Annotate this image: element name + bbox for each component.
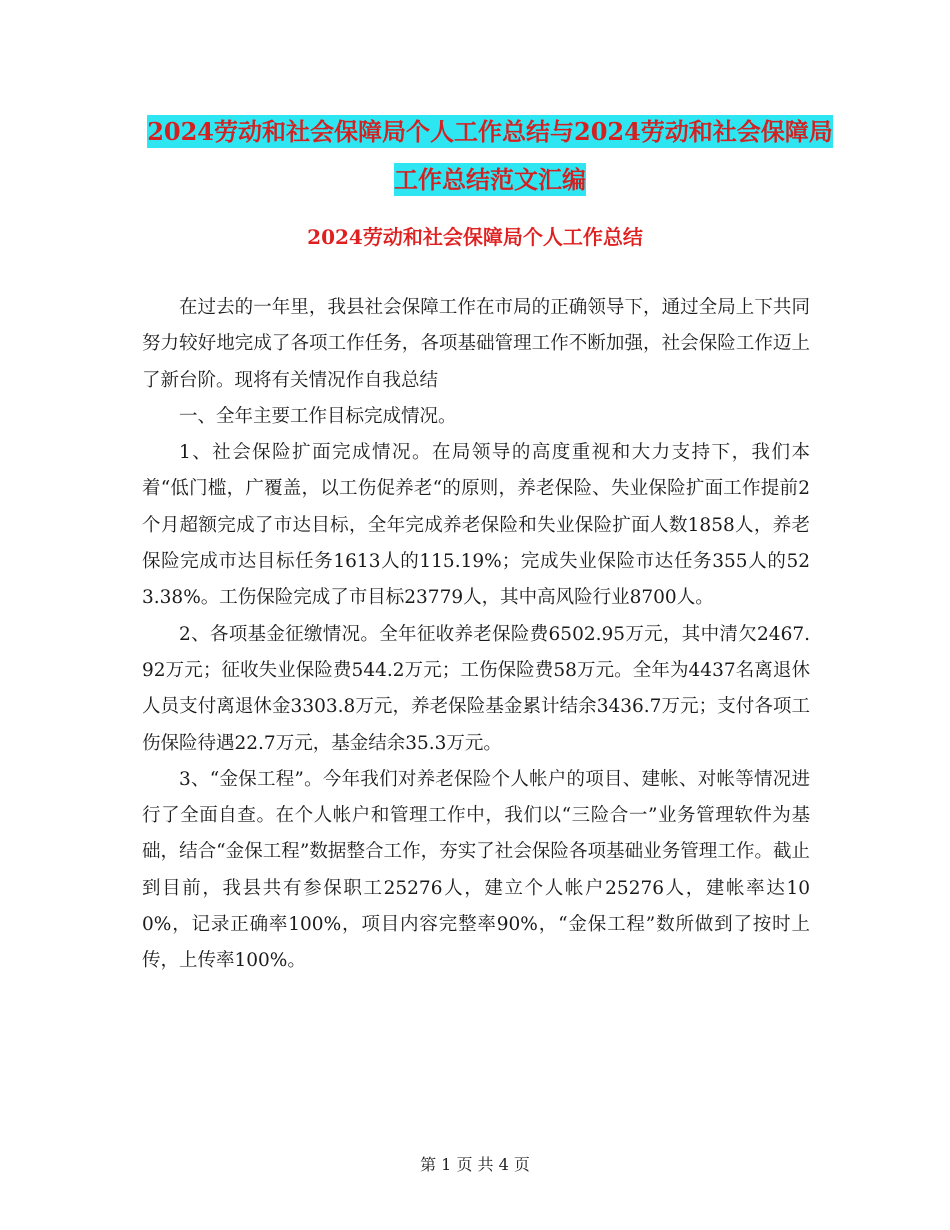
document-body xyxy=(142,290,810,980)
document-title xyxy=(140,108,840,204)
paragraph-heading-1: 一、全年主要工作目标完成情况。 xyxy=(179,405,457,427)
paragraph-intro: 在过去的一年里，我县社会保障工作在市局的正确领导下，通过全局上下共同努力较好地完成了各项工作任务，各项基础管理工作不断加强，社会保险工作迈上了新台阶。现将有关情况作自我总结 xyxy=(142,297,810,391)
paragraph-item-1: 1、社会保险扩面完成情况。在局领导的高度重视和大力支持下，我们本着“低门槛，广覆盖，以工伤促养老“的原则，养老保险、失业保险扩面工作提前2个月超额完成了市达目标，全年完成养老保险和失业保险扩面人数1858人，养老保险完成市达目标任务1613人的115.19%；完成失业保险市达任务355人的523.38%。工伤保险完成了市目标23779人，其中高风险行业8700人。 xyxy=(142,442,810,609)
section-title: 2024劳动和社会保障局个人工作总结 xyxy=(307,225,643,249)
page-number-label: 第 1 页 共 4 页 xyxy=(420,1155,530,1174)
document-title-text: 2024劳动和社会保障局个人工作总结与2024劳动和社会保障局工作总结范文汇编 xyxy=(147,117,833,194)
paragraph-item-2: 2、各项基金征缴情况。全年征收养老保险费6502.95万元，其中清欠2467.92万元；征收失业保险费544.2万元；工伤保险费58万元。全年为4437名离退休人员支付离退休金3303.8万元，养老保险基金累计结余3436.7万元；支付各项工伤保险待遇22.7万元，基金结余35.3万元。 xyxy=(142,623,810,754)
page-footer xyxy=(0,1154,950,1176)
paragraph-item-3: 3、“金保工程”。今年我们对养老保险个人帐户的项目、建帐、对帐等情况进行了全面自查。在个人帐户和管理工作中，我们以“三险合一”业务管理软件为基础，结合“金保工程”数据整合工作，夯实了社会保险各项基础业务管理工作。截止到目前，我县共有参保职工25276人，建立个人帐户25276人，建帐率达100%，记录正确率100%，项目内容完整率90%，“金保工程”数所做到了按时上传，上传率100%。 xyxy=(142,768,810,972)
